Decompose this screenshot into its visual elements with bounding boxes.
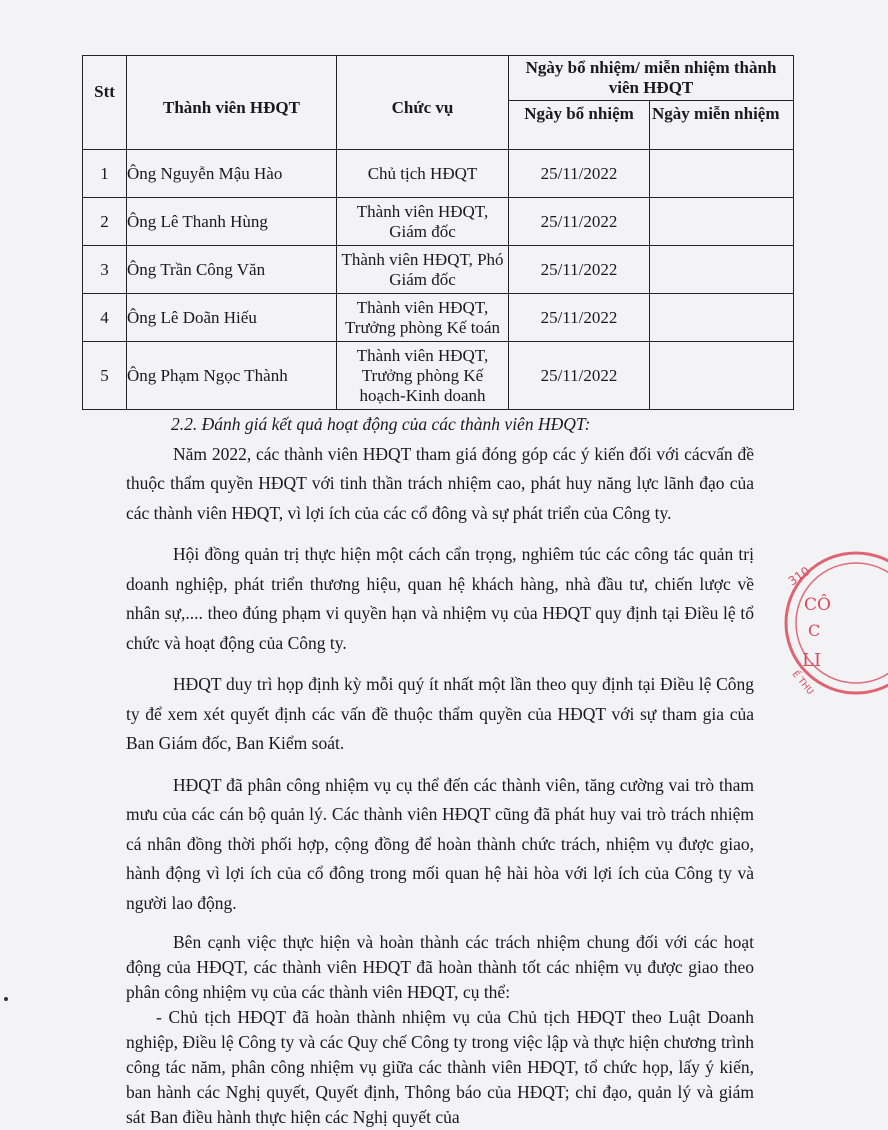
- stamp-fragment: LI: [802, 650, 822, 671]
- header-appointed: Ngày bổ nhiệm: [509, 101, 650, 150]
- row-member: Ông Lê Doãn Hiếu: [127, 294, 337, 342]
- row-appointed: 25/11/2022: [509, 246, 650, 294]
- paragraph: HĐQT đã phân công nhiệm vụ cụ thể đến các thành viên, tăng cường vai trò tham mưu của các cán bộ quản lý. Các thành viên HĐQT cũng đã phát huy vai trò trách nhiệm cá nhân đồng thời phối hợp, cộng đồng để hoàn thành chức trách, nhiệm vụ được giao, hành động vì lợi ích của cổ đông trong mối quan hệ hài hòa với lợi ích của Công ty và người lao động.: [126, 774, 754, 913]
- row-position: Thành viên HĐQT, Phó Giám đốc: [337, 246, 509, 294]
- row-dismissed: [650, 198, 794, 246]
- header-stt: Stt: [83, 56, 127, 150]
- row-appointed: 25/11/2022: [509, 294, 650, 342]
- row-appointed: 25/11/2022: [509, 342, 650, 410]
- paragraph: Năm 2022, các thành viên HĐQT tham giá đóng góp các ý kiến đối với cácvấn đề thuộc thẩm quyền HĐQT với tinh thần trách nhiệm cao, phát huy năng lực lãnh đạo của các thành viên HĐQT, vì lợi ích của các cổ đông và sự phát triển của Công ty.: [126, 443, 754, 523]
- company-seal-stamp: [778, 548, 888, 698]
- row-member: Ông Nguyễn Mậu Hào: [127, 150, 337, 198]
- row-dismissed: [650, 246, 794, 294]
- row-stt: 2: [83, 198, 127, 246]
- table-row: [83, 246, 794, 294]
- row-dismissed: [650, 342, 794, 410]
- row-appointed: 25/11/2022: [509, 198, 650, 246]
- page-mark: [4, 997, 8, 1001]
- header-member: Thành viên HĐQT: [127, 56, 337, 150]
- table-row: [83, 198, 794, 246]
- row-dismissed: [650, 150, 794, 198]
- body-text: [126, 410, 754, 1130]
- paragraph: Hội đồng quản trị thực hiện một cách cẩn trọng, nghiêm túc các công tác quản trị doanh nghiệp, phát triển thương hiệu, quan hệ khách hàng, nhà đầu tư, chiến lược về nhân sự,.... theo đúng phạm vi quyền hạn và nhiệm vụ của HĐQT quy định tại Điều lệ tổ chức và hoạt động của Công ty.: [126, 544, 754, 653]
- row-stt: 4: [83, 294, 127, 342]
- row-member: Ông Phạm Ngọc Thành: [127, 342, 337, 410]
- row-position: Thành viên HĐQT, Trưởng phòng Kế toán: [337, 294, 509, 342]
- row-position: Thành viên HĐQT, Trưởng phòng Kế hoạch-Kinh doanh: [337, 342, 509, 410]
- header-position: Chức vụ: [337, 56, 509, 150]
- stamp-fragment: CÔ: [804, 595, 831, 615]
- row-dismissed: [650, 294, 794, 342]
- header-dismissed: Ngày miễn nhiệm: [650, 101, 794, 150]
- section-heading: 2.2. Đánh giá kết quả hoạt động của các thành viên HĐQT:: [171, 414, 591, 434]
- board-members-table: [82, 55, 794, 410]
- row-stt: 5: [83, 342, 127, 410]
- paragraph: Bên cạnh việc thực hiện và hoàn thành các trách nhiệm chung đối với các hoạt động của HĐQT, các thành viên HĐQT đã hoàn thành tốt các nhiệm vụ được giao theo phân công nhiệm vụ của các thành viên HĐQT, cụ thể:: [126, 932, 754, 1002]
- row-stt: 3: [83, 246, 127, 294]
- stamp-fragment: C: [808, 621, 821, 640]
- row-position: Chủ tịch HĐQT: [337, 150, 509, 198]
- row-member: Ông Lê Thanh Hùng: [127, 198, 337, 246]
- table-row: [83, 150, 794, 198]
- paragraph: HĐQT duy trì họp định kỳ mỗi quý ít nhất một lần theo quy định tại Điều lệ Công ty để xem xét quyết định các vấn đề thuộc thẩm quyền của HĐQT với sự tham gia của Ban Giám đốc, Ban Kiểm soát.: [126, 674, 754, 753]
- row-position: Thành viên HĐQT, Giám đốc: [337, 198, 509, 246]
- table-row: [83, 294, 794, 342]
- row-appointed: 25/11/2022: [509, 150, 650, 198]
- row-stt: 1: [83, 150, 127, 198]
- table-row: [83, 342, 794, 410]
- row-member: Ông Trần Công Văn: [127, 246, 337, 294]
- bullet-paragraph: - Chủ tịch HĐQT đã hoàn thành nhiệm vụ của Chủ tịch HĐQT theo Luật Doanh nghiệp, Điều lệ Công ty và các Quy chế Công ty trong việc lập và thực hiện chương trình công tác năm, phân công nhiệm vụ giữa các thành viên HĐQT, tổ chức họp, lấy ý kiến, ban hành các Nghị quyết, Quyết định, Thông báo của HĐQT; chỉ đạo, quản lý và giám sát Ban điều hành thực hiện các Nghị quyết của: [126, 1007, 754, 1127]
- stamp-fragment: 310: [785, 563, 813, 589]
- stamp-fragment: Ế THU: [789, 669, 815, 697]
- header-date-group: Ngày bổ nhiệm/ miễn nhiệm thành viên HĐQT: [509, 56, 794, 101]
